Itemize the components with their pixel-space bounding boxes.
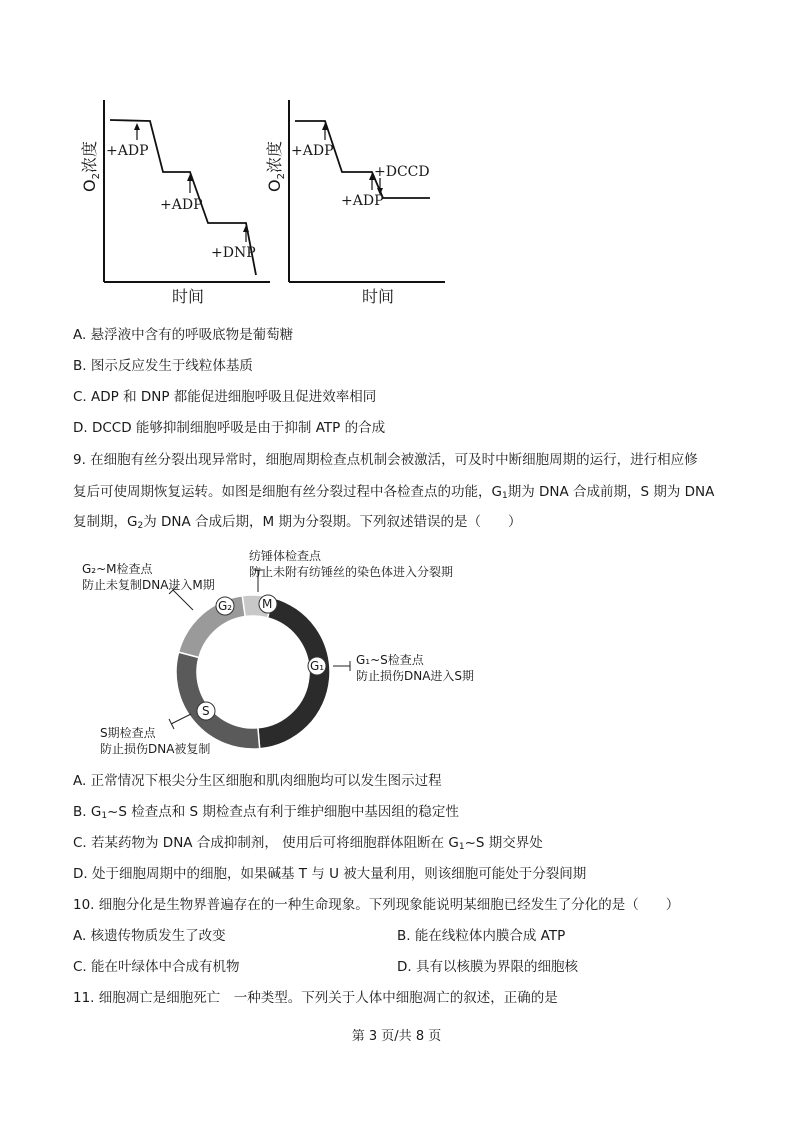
s-checkpoint-desc: 防止损伤DNA被复制 — [100, 742, 211, 756]
q9-option-b: B. $G_1\sim S$ 检查点和 S 期检查点有利于维护细胞中基因组的稳定性 — [73, 804, 459, 821]
q9-stem-line2: 复后可使周期恢复运转。如图是细胞有丝分裂过程中各检查点的功能，$G_1$期为 DNA 合成前期，S 期为 DNA — [73, 484, 715, 501]
page-footer: 第 3 页/共 8 页 — [351, 1029, 442, 1044]
spindle-checkpoint-title: 纺锤体检查点 — [249, 549, 322, 563]
graph2-label-adp1: +ADP — [291, 143, 334, 159]
graph2-label-adp2: +ADP — [341, 193, 384, 209]
q11-stem: 11. 细胞凋亡是细胞死亡 一种类型。下列关于人体中细胞凋亡的叙述，正确的是 — [73, 990, 558, 1006]
g2m-checkpoint-desc: 防止未复制DNA进入M期 — [82, 578, 215, 592]
q8-option-d: D. DCCD 能够抑制细胞呼吸是由于抑制 ATP 的合成 — [73, 420, 386, 436]
s-checkpoint-title: S期检查点 — [100, 726, 156, 740]
q10-option-c: C. 能在叶绿体中合成有机物 — [73, 959, 240, 975]
svg-text:O2浓度: $O_2$浓度 — [265, 141, 287, 192]
s-inhibit-line — [171, 714, 191, 724]
q8-option-c: C. ADP 和 DNP 都能促进细胞呼吸且促进效率相同 — [73, 389, 377, 405]
graph2-xlabel: 时间 — [362, 287, 395, 306]
q9-option-a: A. 正常情况下根尖分生区细胞和肌肉细胞均可以发生图示过程 — [73, 773, 442, 789]
q9-stem-line3: 复制期，$G_2$为 DNA 合成后期，M 期为分裂期。下列叙述错误的是（ ） — [73, 514, 522, 531]
q10-option-d: D. 具有以核膜为界限的细胞核 — [397, 959, 578, 975]
g2m-inhibit-line — [173, 590, 193, 610]
q10-stem: 10. 细胞分化是生物界普遍存在的一种生命现象。下列现象能说明某细胞已经发生了分化的是（ ） — [73, 897, 680, 913]
q10-option-b: B. 能在线粒体内膜合成 ATP — [397, 928, 566, 944]
s-segment — [176, 652, 260, 749]
q9-option-d: D. 处于细胞周期中的细胞，如果碱基 T 与 U 被大量利用，则该细胞可能处于分裂间期 — [73, 866, 587, 882]
svg-text:O2浓度: $O_2$浓度 — [80, 141, 102, 192]
q9-stem-line1: 9. 在细胞有丝分裂出现异常时，细胞周期检查点机制会被激活，可及时中断细胞周期的运行，进行相应修 — [73, 452, 698, 468]
q8-option-b: B. 图示反应发生于线粒体基质 — [73, 358, 253, 374]
graph1-xlabel: 时间 — [172, 287, 205, 306]
m-phase-label: M — [262, 597, 273, 611]
graph1-label-adp1: +ADP — [106, 143, 149, 159]
graph1-label-adp2: +ADP — [160, 197, 203, 213]
g2-phase-label: G₂ — [218, 599, 233, 613]
graph1-label-dnp: +DNP — [211, 245, 256, 261]
q8-option-a: A. 悬浮液中含有的呼吸底物是葡萄糖 — [73, 327, 294, 343]
s-phase-label: S — [202, 704, 210, 718]
g1-phase-label: G₁ — [310, 659, 325, 673]
g1s-checkpoint-title: G₁~S检查点 — [356, 653, 424, 667]
q9-option-c: C. 若某药物为 DNA 合成抑制剂， 使用后可将细胞群体阻断在 $G_1\sim S$ 期交界处 — [73, 835, 543, 852]
g2m-checkpoint-title: G₂~M检查点 — [82, 562, 153, 576]
q10-option-a: A. 核遗传物质发生了改变 — [73, 928, 226, 944]
g1s-checkpoint-desc: 防止损伤DNA进入S期 — [356, 669, 475, 683]
graph2-label-dccd: +DCCD — [374, 164, 430, 180]
spindle-checkpoint-desc: 防止未附有纺锤丝的染色体进入分裂期 — [249, 565, 454, 579]
